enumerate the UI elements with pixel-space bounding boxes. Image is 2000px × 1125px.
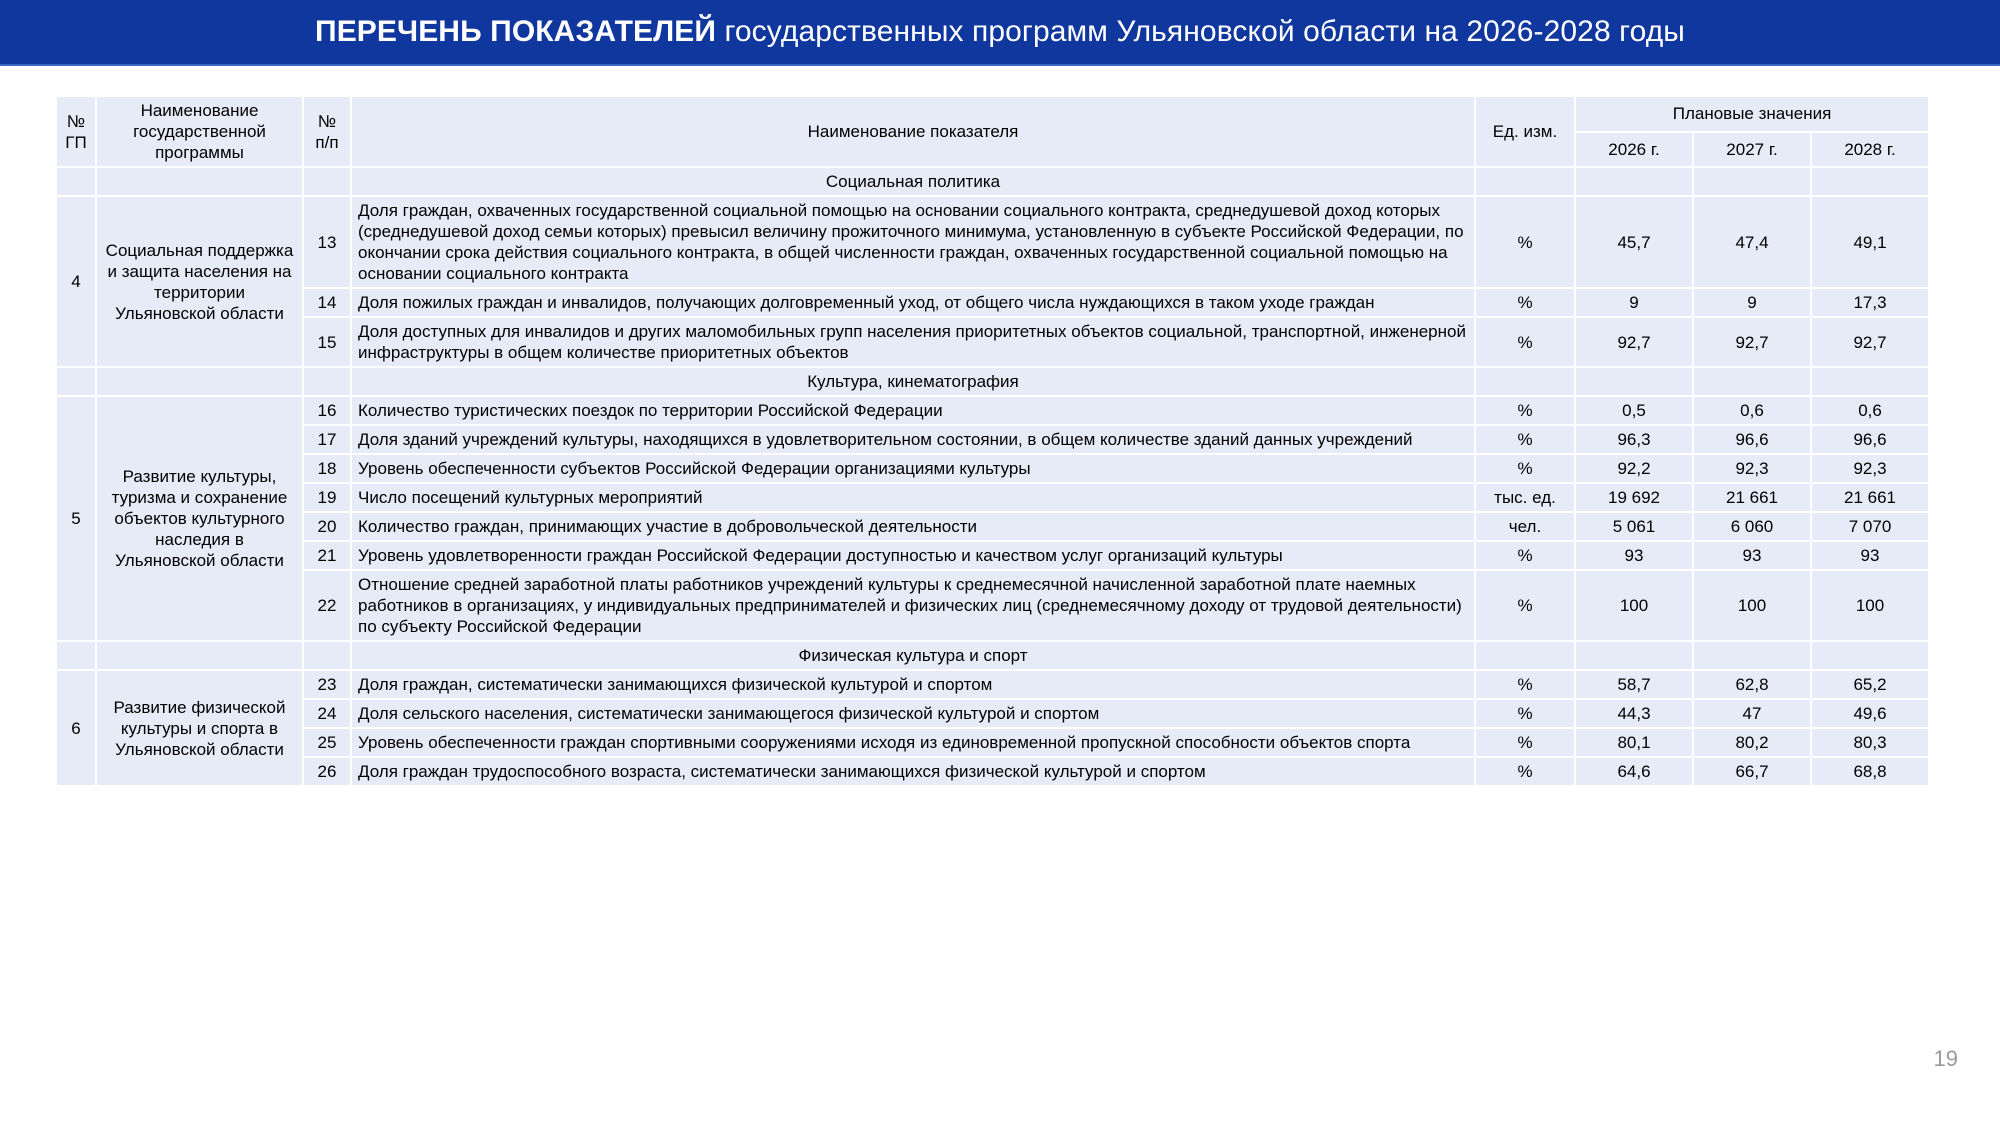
item-number-cell: 20 — [304, 513, 350, 540]
item-number-cell: 26 — [304, 758, 350, 785]
section-spacer-number — [304, 642, 350, 669]
program-name-cell: Развитие физической культуры и спорта в Ульяновской области — [97, 671, 302, 785]
section-title-row — [57, 642, 1928, 669]
indicator-name-cell: Уровень удовлетворенности граждан Российской Федерации доступностью и качеством услуг организаций культуры — [352, 542, 1474, 569]
section-spacer-gp — [57, 168, 95, 195]
indicators-table — [55, 95, 1930, 787]
header-year-2027: 2027 г. — [1694, 133, 1810, 167]
value-2026-cell: 80,1 — [1576, 729, 1692, 756]
header-item-number-line1: № — [317, 111, 337, 131]
item-number-cell: 19 — [304, 484, 350, 511]
value-2027-cell: 21 661 — [1694, 484, 1810, 511]
value-2028-cell: 49,1 — [1812, 197, 1928, 287]
header-item-number — [304, 97, 350, 166]
header-gp-number-line1: № — [66, 111, 86, 131]
section-spacer-2026 — [1576, 168, 1692, 195]
indicators-table-container — [55, 95, 1920, 787]
item-number-cell: 17 — [304, 426, 350, 453]
table-row — [57, 197, 1928, 287]
value-2027-cell: 66,7 — [1694, 758, 1810, 785]
value-2027-cell: 92,7 — [1694, 318, 1810, 366]
item-number-cell: 24 — [304, 700, 350, 727]
page-title — [315, 15, 1685, 49]
value-2028-cell: 49,6 — [1812, 700, 1928, 727]
value-2027-cell: 93 — [1694, 542, 1810, 569]
table-row — [57, 455, 1928, 482]
gp-number-cell: 6 — [57, 671, 95, 785]
value-2027-cell: 47 — [1694, 700, 1810, 727]
program-name-cell: Развитие культуры, туризма и сохранение объектов культурного наследия в Ульяновской области — [97, 397, 302, 640]
table-row — [57, 671, 1928, 698]
item-number-cell: 23 — [304, 671, 350, 698]
section-title: Социальная политика — [352, 168, 1474, 195]
item-number-cell: 16 — [304, 397, 350, 424]
title-banner — [0, 0, 2000, 66]
section-title-row — [57, 368, 1928, 395]
section-spacer-unit — [1476, 168, 1574, 195]
indicator-name-cell: Доля сельского населения, систематически занимающегося физической культурой и спортом — [352, 700, 1474, 727]
value-2026-cell: 19 692 — [1576, 484, 1692, 511]
indicator-name-cell: Уровень обеспеченности субъектов Российской Федерации организациями культуры — [352, 455, 1474, 482]
unit-cell: % — [1476, 397, 1574, 424]
page-title-rest: государственных программ Ульяновской области на 2026-2028 годы — [716, 15, 1685, 48]
value-2028-cell: 96,6 — [1812, 426, 1928, 453]
section-spacer-number — [304, 368, 350, 395]
unit-cell: % — [1476, 671, 1574, 698]
section-title: Культура, кинематография — [352, 368, 1474, 395]
section-spacer-program — [97, 168, 302, 195]
item-number-cell: 22 — [304, 571, 350, 640]
value-2026-cell: 100 — [1576, 571, 1692, 640]
table-row — [57, 289, 1928, 316]
value-2028-cell: 92,3 — [1812, 455, 1928, 482]
header-indicator-name: Наименование показателя — [352, 97, 1474, 166]
value-2027-cell: 80,2 — [1694, 729, 1810, 756]
value-2027-cell: 47,4 — [1694, 197, 1810, 287]
item-number-cell: 13 — [304, 197, 350, 287]
indicator-name-cell: Уровень обеспеченности граждан спортивными сооружениями исходя из единовременной пропускной способности объектов спорта — [352, 729, 1474, 756]
value-2028-cell: 100 — [1812, 571, 1928, 640]
value-2028-cell: 65,2 — [1812, 671, 1928, 698]
value-2027-cell: 62,8 — [1694, 671, 1810, 698]
section-spacer-2027 — [1694, 168, 1810, 195]
unit-cell: чел. — [1476, 513, 1574, 540]
value-2028-cell: 7 070 — [1812, 513, 1928, 540]
value-2026-cell: 9 — [1576, 289, 1692, 316]
value-2027-cell: 9 — [1694, 289, 1810, 316]
header-planned-values: Плановые значения — [1576, 97, 1928, 131]
header-year-2026: 2026 г. — [1576, 133, 1692, 167]
value-2026-cell: 45,7 — [1576, 197, 1692, 287]
gp-number-cell: 5 — [57, 397, 95, 640]
value-2026-cell: 5 061 — [1576, 513, 1692, 540]
unit-cell: % — [1476, 455, 1574, 482]
value-2027-cell: 92,3 — [1694, 455, 1810, 482]
unit-cell: % — [1476, 426, 1574, 453]
table-row — [57, 397, 1928, 424]
section-spacer-2027 — [1694, 642, 1810, 669]
unit-cell: % — [1476, 542, 1574, 569]
value-2028-cell: 93 — [1812, 542, 1928, 569]
section-spacer-2026 — [1576, 642, 1692, 669]
value-2028-cell: 80,3 — [1812, 729, 1928, 756]
indicator-name-cell: Число посещений культурных мероприятий — [352, 484, 1474, 511]
indicator-name-cell: Доля граждан, систематически занимающихся физической культурой и спортом — [352, 671, 1474, 698]
unit-cell: % — [1476, 318, 1574, 366]
unit-cell: % — [1476, 729, 1574, 756]
value-2028-cell: 17,3 — [1812, 289, 1928, 316]
section-spacer-program — [97, 642, 302, 669]
unit-cell: % — [1476, 758, 1574, 785]
table-row — [57, 426, 1928, 453]
table-row — [57, 318, 1928, 366]
value-2027-cell: 0,6 — [1694, 397, 1810, 424]
table-row — [57, 700, 1928, 727]
item-number-cell: 21 — [304, 542, 350, 569]
item-number-cell: 25 — [304, 729, 350, 756]
value-2026-cell: 0,5 — [1576, 397, 1692, 424]
value-2026-cell: 92,2 — [1576, 455, 1692, 482]
value-2026-cell: 96,3 — [1576, 426, 1692, 453]
gp-number-cell: 4 — [57, 197, 95, 366]
section-title-row — [57, 168, 1928, 195]
section-spacer-gp — [57, 368, 95, 395]
section-spacer-gp — [57, 642, 95, 669]
section-spacer-2028 — [1812, 168, 1928, 195]
value-2028-cell: 21 661 — [1812, 484, 1928, 511]
value-2027-cell: 6 060 — [1694, 513, 1810, 540]
page-title-emphasis: ПЕРЕЧЕНЬ ПОКАЗАТЕЛЕЙ — [315, 15, 717, 48]
item-number-cell: 14 — [304, 289, 350, 316]
value-2027-cell: 100 — [1694, 571, 1810, 640]
indicator-name-cell: Количество туристических поездок по территории Российской Федерации — [352, 397, 1474, 424]
header-gp-number — [57, 97, 95, 166]
page-number: 19 — [1933, 1046, 1958, 1071]
value-2028-cell: 68,8 — [1812, 758, 1928, 785]
table-body — [57, 97, 1928, 785]
section-spacer-unit — [1476, 642, 1574, 669]
indicator-name-cell: Доля зданий учреждений культуры, находящихся в удовлетворительном состоянии, в общем количестве зданий данных учреждений — [352, 426, 1474, 453]
unit-cell: % — [1476, 197, 1574, 287]
unit-cell: % — [1476, 571, 1574, 640]
table-row — [57, 571, 1928, 640]
indicator-name-cell: Доля граждан трудоспособного возраста, систематически занимающихся физической культурой и спортом — [352, 758, 1474, 785]
section-spacer-2026 — [1576, 368, 1692, 395]
indicator-name-cell: Отношение средней заработной платы работников учреждений культуры к среднемесячной начисленной заработной плате наемных работников в организациях, у индивидуальных предпринимателей и физических лиц (среднемесячному доходу от трудовой деятельности) по субъекту Российской Федерации — [352, 571, 1474, 640]
table-row — [57, 729, 1928, 756]
indicator-name-cell: Количество граждан, принимающих участие в добровольческой деятельности — [352, 513, 1474, 540]
value-2026-cell: 44,3 — [1576, 700, 1692, 727]
table-row — [57, 484, 1928, 511]
section-spacer-2027 — [1694, 368, 1810, 395]
section-spacer-2028 — [1812, 368, 1928, 395]
table-header-row-top — [57, 97, 1928, 131]
value-2028-cell: 92,7 — [1812, 318, 1928, 366]
value-2027-cell: 96,6 — [1694, 426, 1810, 453]
indicator-name-cell: Доля граждан, охваченных государственной социальной помощью на основании социального контракта, среднедушевой доход которых (среднедушевой доход семьи которых) превысил величину прожиточного минимума, установленную в субъекте Российской Федерации, по окончании срока действия социального контракта, в общей численности граждан, охваченных государственной социальной помощью на основании социального контракта — [352, 197, 1474, 287]
section-spacer-program — [97, 368, 302, 395]
header-program-name: Наименование государственной программы — [97, 97, 302, 166]
table-row — [57, 758, 1928, 785]
indicator-name-cell: Доля доступных для инвалидов и других маломобильных групп населения приоритетных объектов социальной, транспортной, инженерной инфраструктуры в общем количестве приоритетных объектов — [352, 318, 1474, 366]
header-item-number-line2: п/п — [315, 132, 339, 152]
value-2028-cell: 0,6 — [1812, 397, 1928, 424]
section-spacer-number — [304, 168, 350, 195]
table-row — [57, 542, 1928, 569]
section-spacer-unit — [1476, 368, 1574, 395]
value-2026-cell: 93 — [1576, 542, 1692, 569]
header-gp-number-line2: ГП — [65, 132, 87, 152]
program-name-cell: Социальная поддержка и защита населения на территории Ульяновской области — [97, 197, 302, 366]
section-title: Физическая культура и спорт — [352, 642, 1474, 669]
section-spacer-2028 — [1812, 642, 1928, 669]
header-year-2028: 2028 г. — [1812, 133, 1928, 167]
header-unit: Ед. изм. — [1476, 97, 1574, 166]
item-number-cell: 18 — [304, 455, 350, 482]
unit-cell: % — [1476, 700, 1574, 727]
unit-cell: % — [1476, 289, 1574, 316]
value-2026-cell: 58,7 — [1576, 671, 1692, 698]
value-2026-cell: 92,7 — [1576, 318, 1692, 366]
value-2026-cell: 64,6 — [1576, 758, 1692, 785]
table-row — [57, 513, 1928, 540]
item-number-cell: 15 — [304, 318, 350, 366]
indicator-name-cell: Доля пожилых граждан и инвалидов, получающих долговременный уход, от общего числа нуждающихся в таком уходе граждан — [352, 289, 1474, 316]
unit-cell: тыс. ед. — [1476, 484, 1574, 511]
